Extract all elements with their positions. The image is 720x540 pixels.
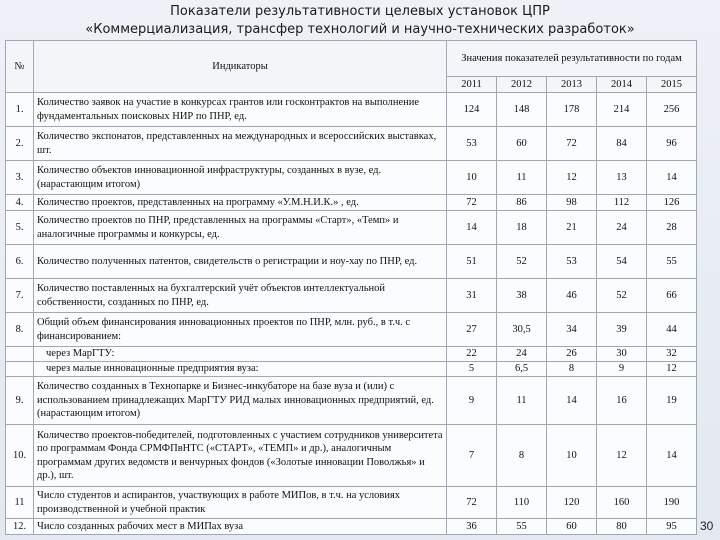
value-cell: 120 <box>547 487 597 519</box>
table-row <box>6 279 697 313</box>
year-header: 2015 <box>647 77 697 93</box>
indicator-text: Число студентов и аспирантов, участвующих в работе МИПов, в т.ч. на условиях производственной и учебной практик <box>34 487 447 519</box>
value-cell: 53 <box>447 127 497 161</box>
value-cell: 84 <box>597 127 647 161</box>
indicator-text: Количество проектов-победителей, подготовленных с участием сотрудников университета по программам Фонда СРМФПвНТС («СТАРТ», «ТЕМП» и др.), аналогичным программам других ведомств и венчурных фондов («Золотые инновации Поволжья» и др.), шт. <box>34 425 447 487</box>
value-cell: 52 <box>497 245 547 279</box>
row-number: 8. <box>6 313 34 347</box>
row-number: 2. <box>6 127 34 161</box>
row-number <box>6 347 34 362</box>
value-cell: 160 <box>597 487 647 519</box>
indicator-text: Количество проектов, представленных на программу «У.М.Н.И.К.» , ед. <box>34 195 447 211</box>
value-cell: 8 <box>497 425 547 487</box>
table-row <box>6 245 697 279</box>
value-cell: 30,5 <box>497 313 547 347</box>
value-cell: 44 <box>647 313 697 347</box>
table-row <box>6 127 697 161</box>
value-cell: 14 <box>647 425 697 487</box>
value-cell: 16 <box>597 377 647 425</box>
year-header: 2012 <box>497 77 547 93</box>
table-row <box>6 211 697 245</box>
value-cell: 46 <box>547 279 597 313</box>
value-cell: 60 <box>497 127 547 161</box>
value-cell: 26 <box>547 347 597 362</box>
value-cell: 28 <box>647 211 697 245</box>
value-cell: 31 <box>447 279 497 313</box>
table-row <box>6 487 697 519</box>
title-line-2: «Коммерциализация, трансфер технологий и научно-технических разработок» <box>85 22 635 37</box>
value-cell: 7 <box>447 425 497 487</box>
indicator-text: Количество экспонатов, представленных на международных и всероссийских выставках, шт. <box>34 127 447 161</box>
value-cell: 13 <box>597 161 647 195</box>
value-cell: 32 <box>647 347 697 362</box>
value-cell: 9 <box>447 377 497 425</box>
header-values: Значения показателей результативности по годам <box>447 41 697 77</box>
value-cell: 12 <box>647 362 697 377</box>
value-cell: 27 <box>447 313 497 347</box>
value-cell: 9 <box>597 362 647 377</box>
year-header: 2013 <box>547 77 597 93</box>
value-cell: 110 <box>497 487 547 519</box>
value-cell: 60 <box>547 519 597 535</box>
value-cell: 14 <box>647 161 697 195</box>
value-cell: 21 <box>547 211 597 245</box>
value-cell: 39 <box>597 313 647 347</box>
value-cell: 256 <box>647 93 697 127</box>
header-indicators: Индикаторы <box>34 41 447 93</box>
row-number: 11 <box>6 487 34 519</box>
year-header: 2011 <box>447 77 497 93</box>
value-cell: 12 <box>597 425 647 487</box>
title-line-1: Показатели результативности целевых установок ЦПР <box>170 4 550 19</box>
table-row <box>6 519 697 535</box>
value-cell: 6,5 <box>497 362 547 377</box>
value-cell: 72 <box>447 195 497 211</box>
value-cell: 34 <box>547 313 597 347</box>
value-cell: 72 <box>547 127 597 161</box>
row-number: 12. <box>6 519 34 535</box>
year-header: 2014 <box>597 77 647 93</box>
value-cell: 178 <box>547 93 597 127</box>
value-cell: 55 <box>497 519 547 535</box>
value-cell: 55 <box>647 245 697 279</box>
table-row <box>6 93 697 127</box>
indicator-text: Количество проектов по ПНР, представленных на программы «Старт», «Темп» и аналогичные программы и конкурсы, ед. <box>34 211 447 245</box>
indicator-text: Общий объем финансирования инновационных проектов по ПНР, млн. руб., в т.ч. с финансированием: <box>34 313 447 347</box>
indicators-table <box>5 40 697 535</box>
value-cell: 22 <box>447 347 497 362</box>
value-cell: 30 <box>597 347 647 362</box>
indicator-text: через МарГТУ: <box>34 347 447 362</box>
table-row <box>6 425 697 487</box>
row-number: 9. <box>6 377 34 425</box>
value-cell: 38 <box>497 279 547 313</box>
indicators-table-container <box>5 40 696 535</box>
value-cell: 8 <box>547 362 597 377</box>
indicator-text: Количество созданных в Технопарке и Бизнес-инкубаторе на базе вуза и (или) с использованием принадлежащих МарГТУ РИД малых инновационных предприятий, ед. (нарастающим итогом) <box>34 377 447 425</box>
table-row <box>6 347 697 362</box>
value-cell: 54 <box>597 245 647 279</box>
value-cell: 98 <box>547 195 597 211</box>
table-row <box>6 161 697 195</box>
row-number: 10. <box>6 425 34 487</box>
row-number: 4. <box>6 195 34 211</box>
value-cell: 10 <box>447 161 497 195</box>
header-number: № <box>6 41 34 93</box>
value-cell: 11 <box>497 161 547 195</box>
table-row <box>6 362 697 377</box>
value-cell: 51 <box>447 245 497 279</box>
value-cell: 12 <box>547 161 597 195</box>
value-cell: 124 <box>447 93 497 127</box>
table-row <box>6 313 697 347</box>
value-cell: 11 <box>497 377 547 425</box>
page-number: 30 <box>700 519 714 533</box>
table-row <box>6 377 697 425</box>
value-cell: 24 <box>597 211 647 245</box>
row-number: 3. <box>6 161 34 195</box>
value-cell: 80 <box>597 519 647 535</box>
value-cell: 14 <box>447 211 497 245</box>
value-cell: 214 <box>597 93 647 127</box>
value-cell: 10 <box>547 425 597 487</box>
value-cell: 66 <box>647 279 697 313</box>
indicator-text: Количество поставленных на бухгалтерский учёт объектов интеллектуальной собственности, созданных по ПНР, ед. <box>34 279 447 313</box>
value-cell: 112 <box>597 195 647 211</box>
value-cell: 24 <box>497 347 547 362</box>
indicator-text: через малые инновационные предприятия вуза: <box>34 362 447 377</box>
value-cell: 148 <box>497 93 547 127</box>
value-cell: 190 <box>647 487 697 519</box>
value-cell: 72 <box>447 487 497 519</box>
row-number <box>6 362 34 377</box>
value-cell: 18 <box>497 211 547 245</box>
value-cell: 5 <box>447 362 497 377</box>
row-number: 7. <box>6 279 34 313</box>
value-cell: 95 <box>647 519 697 535</box>
value-cell: 19 <box>647 377 697 425</box>
row-number: 1. <box>6 93 34 127</box>
row-number: 6. <box>6 245 34 279</box>
value-cell: 126 <box>647 195 697 211</box>
row-number: 5. <box>6 211 34 245</box>
indicator-text: Число созданных рабочих мест в МИПах вуза <box>34 519 447 535</box>
value-cell: 86 <box>497 195 547 211</box>
value-cell: 52 <box>597 279 647 313</box>
indicator-text: Количество полученных патентов, свидетельств о регистрации и ноу-хау по ПНР, ед. <box>34 245 447 279</box>
indicator-text: Количество заявок на участие в конкурсах грантов или госконтрактов на выполнение фундаментальных поисковых НИР по ПНР, ед. <box>34 93 447 127</box>
value-cell: 36 <box>447 519 497 535</box>
value-cell: 96 <box>647 127 697 161</box>
table-row <box>6 195 697 211</box>
value-cell: 14 <box>547 377 597 425</box>
page-title <box>0 3 720 39</box>
indicator-text: Количество объектов инновационной инфраструктуры, созданных в вузе, ед. (нарастающим итогом) <box>34 161 447 195</box>
value-cell: 53 <box>547 245 597 279</box>
